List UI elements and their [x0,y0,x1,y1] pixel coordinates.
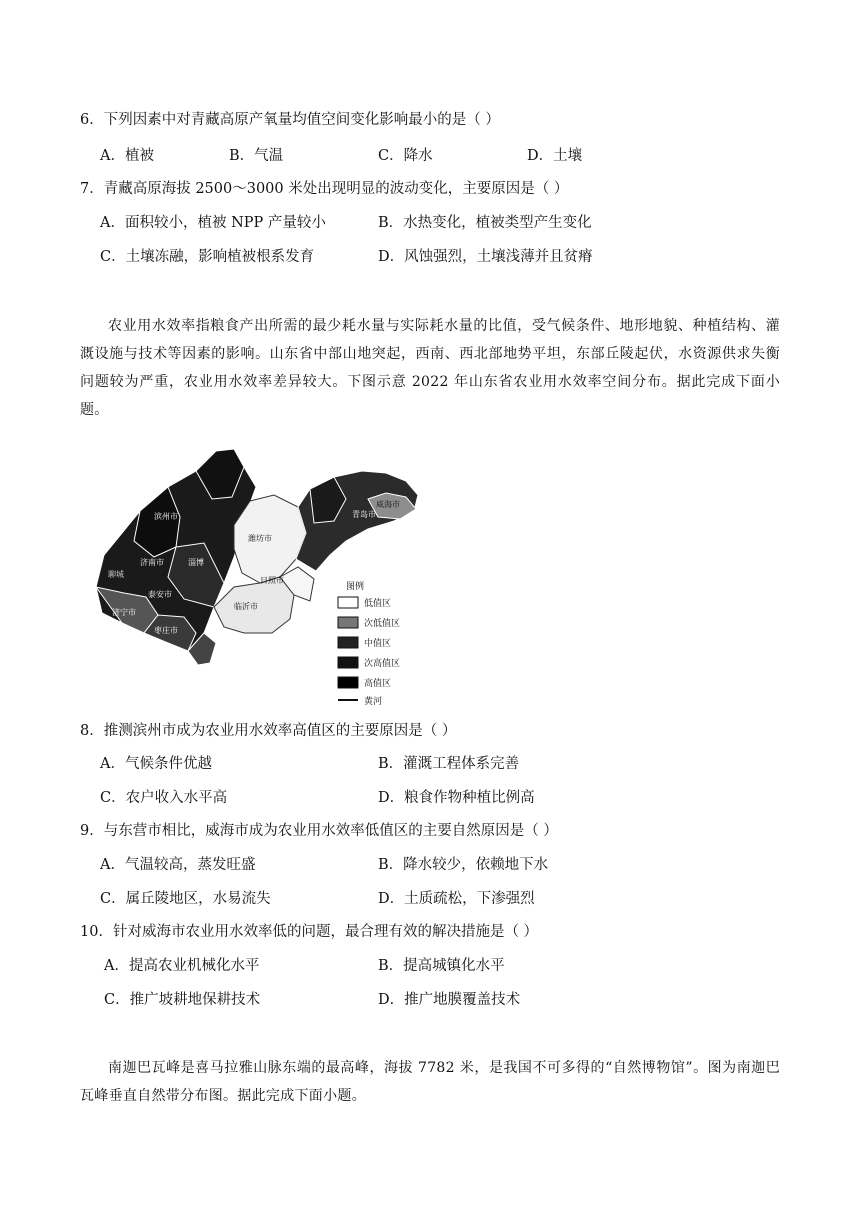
city-label-zaozhuang: 枣庄市 [154,626,178,635]
q9-option-b: B．降水较少，依赖地下水 [378,857,549,873]
q8-option-a: A．气候条件优越 [100,756,212,772]
legend-low: 低值区 [364,599,392,609]
q8-option-d: D．粮食作物种植比例高 [378,790,535,806]
shandong-water-efficiency-map [84,437,432,709]
q9-option-a: A．气温较高，蒸发旺盛 [100,857,256,873]
legend-mid: 中值区 [364,639,392,649]
q9-option-c: C．属丘陵地区，水易流失 [100,891,271,907]
legend-high: 高值区 [364,679,392,689]
q8-stem: 8．推测滨州市成为农业用水效率高值区的主要原因是（ ） [80,723,457,739]
city-label-qingdao: 青岛市 [352,510,376,519]
q9-option-d: D．土质疏松，下渗强烈 [378,891,535,907]
city-label-binzhou: 滨州市 [154,512,178,521]
q7-stem: 7．青藏高原海拔 2500～3000 米处出现明显的波动变化，主要原因是（ ） [80,181,569,197]
q8-option-c: C．农户收入水平高 [100,790,228,806]
legend-sub-low: 次低值区 [364,619,401,629]
city-label-linyi: 临沂市 [234,602,258,611]
q7-option-d: D．风蚀强烈，土壤浅薄并且贫瘠 [378,249,593,265]
q7-option-b: B．水热变化，植被类型产生变化 [378,215,592,231]
q6-option-d: D．土壤 [527,148,583,164]
legend-yellow-river: 黄河 [364,697,383,707]
city-label-rizhao: 日照市 [260,576,284,585]
passage-namcha-barwa: 南迦巴瓦峰是喜马拉雅山脉东端的最高峰，海拔 7782 米，是我国不可多得的“自然博物馆”。图为南迦巴瓦峰垂直自然带分布图。据此完成下面小题。 [80,1060,780,1104]
legend-sub-high: 次高值区 [364,659,401,669]
q10-option-b: B．提高城镇化水平 [378,958,505,974]
q10-stem: 10．针对威海市农业用水效率低的问题，最合理有效的解决措施是（ ） [80,924,539,940]
q8-option-b: B．灌溉工程体系完善 [378,756,520,772]
q10-option-c: C．推广坡耕地保耕技术 [104,992,261,1008]
q6-stem: 6．下列因素中对青藏高原产氧量均值空间变化影响最小的是（ ） [80,112,500,128]
q6-option-c: C．降水 [378,148,433,164]
city-label-liaocheng: 聊城 [108,570,124,579]
city-label-weihai: 威海市 [376,500,400,509]
city-label-zibo: 淄博 [188,558,204,567]
passage-water-efficiency: 农业用水效率指粮食产出所需的最少耗水量与实际耗水量的比值，受气候条件、地形地貌、种植结构、灌溉设施与技术等因素的影响。山东省中部山地突起，西南、西北部地势平坦，东部丘陵起伏，水资源供求失衡问题较为严重，农业用水效率差异较大。下图示意 2022 年山东省农业用水效率空间分布。据此完成下面小题。 [80,318,780,418]
q6-option-b: B．气温 [229,148,284,164]
city-label-weifang: 潍坊市 [248,534,272,543]
q10-option-d: D．推广地膜覆盖技术 [378,992,521,1008]
city-label-jining: 济宁市 [112,608,136,617]
city-label-jinan: 济南市 [140,558,164,567]
q10-option-a: A．提高农业机械化水平 [104,958,260,974]
q7-option-c: C．土壤冻融，影响植被根系发育 [100,249,315,265]
legend-title: 图例 [346,582,365,592]
q6-option-a: A．植被 [100,148,154,164]
city-label-taian: 泰安市 [148,590,172,599]
q7-option-a: A．面积较小，植被 NPP 产量较小 [100,215,326,231]
q9-stem: 9．与东营市相比，威海市成为农业用水效率低值区的主要自然原因是（ ） [80,823,558,839]
